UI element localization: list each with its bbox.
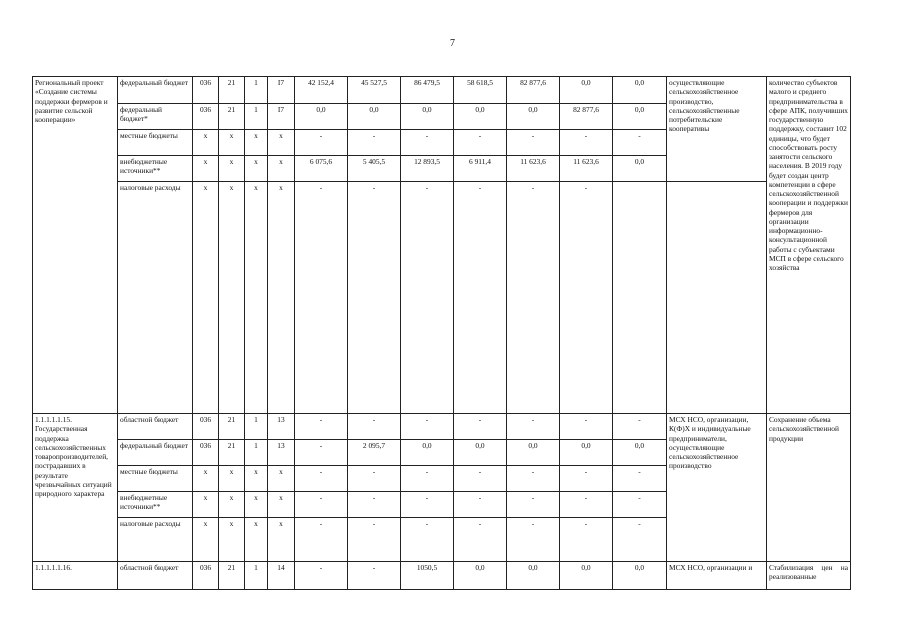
value-cell: - <box>613 414 667 440</box>
section-name: 1.1.1.1.1.15. Государственная поддержка сельскохозяйственных товаропроизводителей, пострадавших в результате чрезвычайных ситуаций природного характера <box>33 414 118 562</box>
value-cell: 45 527,5 <box>348 77 401 104</box>
pr-cell: 1 <box>245 562 268 590</box>
value-cell: 86 479,5 <box>401 77 454 104</box>
csr-cell: 13 <box>268 440 295 466</box>
value-cell: - <box>348 562 401 590</box>
section-name: 1.1.1.1.1.16. <box>33 562 118 590</box>
value-cell: 0,0 <box>454 104 507 130</box>
funding-source: налоговые расходы <box>118 518 193 562</box>
funding-source: местные бюджеты <box>118 466 193 492</box>
csr-cell: x <box>268 182 295 414</box>
pr-cell: x <box>245 518 268 562</box>
value-cell: - <box>560 466 613 492</box>
csr-cell: x <box>268 518 295 562</box>
value-cell: 1050,5 <box>401 562 454 590</box>
value-cell: - <box>401 518 454 562</box>
rz-cell: x <box>219 182 245 414</box>
result-cell: количество субъектов малого и среднего предпринимательства в сфере АПК, получивших государственную поддержку, составит 102 единицы, что будет способствовать росту занятости сельского населения. В 2019 году будет создан центр компетенции в сфере сельскохозяйственной кооперации и поддержки фермеров для организации информационно-консультационной работы с субъектами МСП в сфере сельского хозяйства <box>767 77 851 414</box>
rz-cell: x <box>219 518 245 562</box>
grbs-cell: 036 <box>193 77 219 104</box>
value-cell: - <box>507 466 560 492</box>
executors-cell: МСХ НСО, организации, К(Ф)Х и индивидуальные предприниматели, осуществляющие сельскохозяйственное производство <box>667 414 767 562</box>
funding-source: местные бюджеты <box>118 130 193 156</box>
value-cell: - <box>401 182 454 414</box>
pr-cell: x <box>245 156 268 182</box>
funding-source: федеральный бюджет <box>118 77 193 104</box>
value-cell: - <box>348 130 401 156</box>
value-cell: - <box>348 182 401 414</box>
value-cell: - <box>613 130 667 156</box>
value-cell: - <box>454 492 507 518</box>
csr-cell: I7 <box>268 77 295 104</box>
result-cell: Стабилизация цен на реализованные <box>767 562 851 590</box>
value-cell: - <box>560 414 613 440</box>
grbs-cell: x <box>193 492 219 518</box>
value-cell: - <box>295 130 348 156</box>
value-cell: 0,0 <box>454 562 507 590</box>
value-cell: 12 893,5 <box>401 156 454 182</box>
grbs-cell: x <box>193 156 219 182</box>
executors-cell: осуществляющие сельскохозяйственное производство, сельскохозяйственные потребительские кооперативы <box>667 77 767 182</box>
budget-table <box>32 76 851 590</box>
value-cell: - <box>507 414 560 440</box>
value-cell: 0,0 <box>454 440 507 466</box>
value-cell: - <box>454 182 507 414</box>
value-cell: - <box>348 466 401 492</box>
pr-cell: x <box>245 492 268 518</box>
grbs-cell: 036 <box>193 562 219 590</box>
rz-cell: 21 <box>219 562 245 590</box>
grbs-cell: 036 <box>193 414 219 440</box>
value-cell: 0,0 <box>613 104 667 130</box>
table-row <box>33 414 851 440</box>
funding-source: внебюджетные источники** <box>118 156 193 182</box>
value-cell: 0,0 <box>295 104 348 130</box>
pr-cell: 1 <box>245 104 268 130</box>
rz-cell: x <box>219 492 245 518</box>
table-row <box>33 77 851 104</box>
csr-cell: x <box>268 130 295 156</box>
funding-source: областной бюджет <box>118 562 193 590</box>
value-cell: - <box>507 492 560 518</box>
grbs-cell: x <box>193 182 219 414</box>
value-cell: - <box>295 414 348 440</box>
pr-cell: x <box>245 466 268 492</box>
value-cell: - <box>560 492 613 518</box>
value-cell: 0,0 <box>348 104 401 130</box>
value-cell: - <box>401 414 454 440</box>
executors-cell-empty <box>667 182 767 414</box>
value-cell: 0,0 <box>613 156 667 182</box>
value-cell: 2 095,7 <box>348 440 401 466</box>
value-cell: 82 877,6 <box>560 104 613 130</box>
value-cell: - <box>295 182 348 414</box>
rz-cell: x <box>219 156 245 182</box>
csr-cell: x <box>268 492 295 518</box>
value-cell: 0,0 <box>560 440 613 466</box>
value-cell: 6 075,6 <box>295 156 348 182</box>
value-cell: 0,0 <box>613 562 667 590</box>
value-cell: - <box>613 492 667 518</box>
rz-cell: 21 <box>219 77 245 104</box>
rz-cell: 21 <box>219 440 245 466</box>
value-cell: - <box>401 492 454 518</box>
grbs-cell: x <box>193 130 219 156</box>
value-cell: - <box>295 518 348 562</box>
value-cell: - <box>507 130 560 156</box>
value-cell: 0,0 <box>560 77 613 104</box>
pr-cell: x <box>245 130 268 156</box>
value-cell: 0,0 <box>507 440 560 466</box>
value-cell: 11 623,6 <box>507 156 560 182</box>
value-cell: - <box>507 182 560 414</box>
value-cell: 42 152,4 <box>295 77 348 104</box>
grbs-cell: x <box>193 466 219 492</box>
funding-source: федеральный бюджет <box>118 440 193 466</box>
pr-cell: x <box>245 182 268 414</box>
funding-source: областной бюджет <box>118 414 193 440</box>
result-cell: Сохранение объема сельскохозяйственной продукции <box>767 414 851 562</box>
csr-cell: 13 <box>268 414 295 440</box>
rz-cell: x <box>219 130 245 156</box>
value-cell: 0,0 <box>401 104 454 130</box>
value-cell: - <box>454 130 507 156</box>
value-cell: - <box>295 440 348 466</box>
value-cell: 0,0 <box>507 104 560 130</box>
value-cell: - <box>560 518 613 562</box>
executors-cell: МСХ НСО, организации и <box>667 562 767 590</box>
csr-cell: x <box>268 156 295 182</box>
value-cell: 0,0 <box>613 77 667 104</box>
value-cell: 0,0 <box>401 440 454 466</box>
pr-cell: 1 <box>245 440 268 466</box>
value-cell: 0,0 <box>560 562 613 590</box>
pr-cell: 1 <box>245 77 268 104</box>
value-cell: - <box>454 518 507 562</box>
value-cell: - <box>560 130 613 156</box>
pr-cell: 1 <box>245 414 268 440</box>
csr-cell: 14 <box>268 562 295 590</box>
value-cell: - <box>295 492 348 518</box>
value-cell: - <box>454 414 507 440</box>
value-cell: - <box>348 414 401 440</box>
value-cell: - <box>295 562 348 590</box>
value-cell: - <box>295 466 348 492</box>
value-cell: - <box>507 518 560 562</box>
grbs-cell: 036 <box>193 440 219 466</box>
value-cell: - <box>348 518 401 562</box>
value-cell: 11 623,6 <box>560 156 613 182</box>
value-cell: 0,0 <box>613 440 667 466</box>
value-cell: 0,0 <box>507 562 560 590</box>
section-name: Региональный проект «Создание системы поддержки фермеров и развитие сельской кооперации» <box>33 77 118 414</box>
value-cell: 58 618,5 <box>454 77 507 104</box>
funding-source: внебюджетные источники** <box>118 492 193 518</box>
rz-cell: 21 <box>219 104 245 130</box>
value-cell <box>613 182 667 414</box>
value-cell: - <box>613 518 667 562</box>
grbs-cell: x <box>193 518 219 562</box>
grbs-cell: 036 <box>193 104 219 130</box>
value-cell: - <box>454 466 507 492</box>
table-row <box>33 562 851 590</box>
funding-source: федеральный бюджет* <box>118 104 193 130</box>
table-row <box>33 182 851 414</box>
value-cell: - <box>401 130 454 156</box>
value-cell: - <box>560 182 613 414</box>
rz-cell: 21 <box>219 414 245 440</box>
value-cell: 6 911,4 <box>454 156 507 182</box>
rz-cell: x <box>219 466 245 492</box>
value-cell: 82 877,6 <box>507 77 560 104</box>
value-cell: 5 405,5 <box>348 156 401 182</box>
csr-cell: I7 <box>268 104 295 130</box>
value-cell: - <box>348 492 401 518</box>
value-cell: - <box>613 466 667 492</box>
value-cell: - <box>401 466 454 492</box>
page-number: 7 <box>450 38 455 49</box>
csr-cell: x <box>268 466 295 492</box>
funding-source: налоговые расходы <box>118 182 193 414</box>
